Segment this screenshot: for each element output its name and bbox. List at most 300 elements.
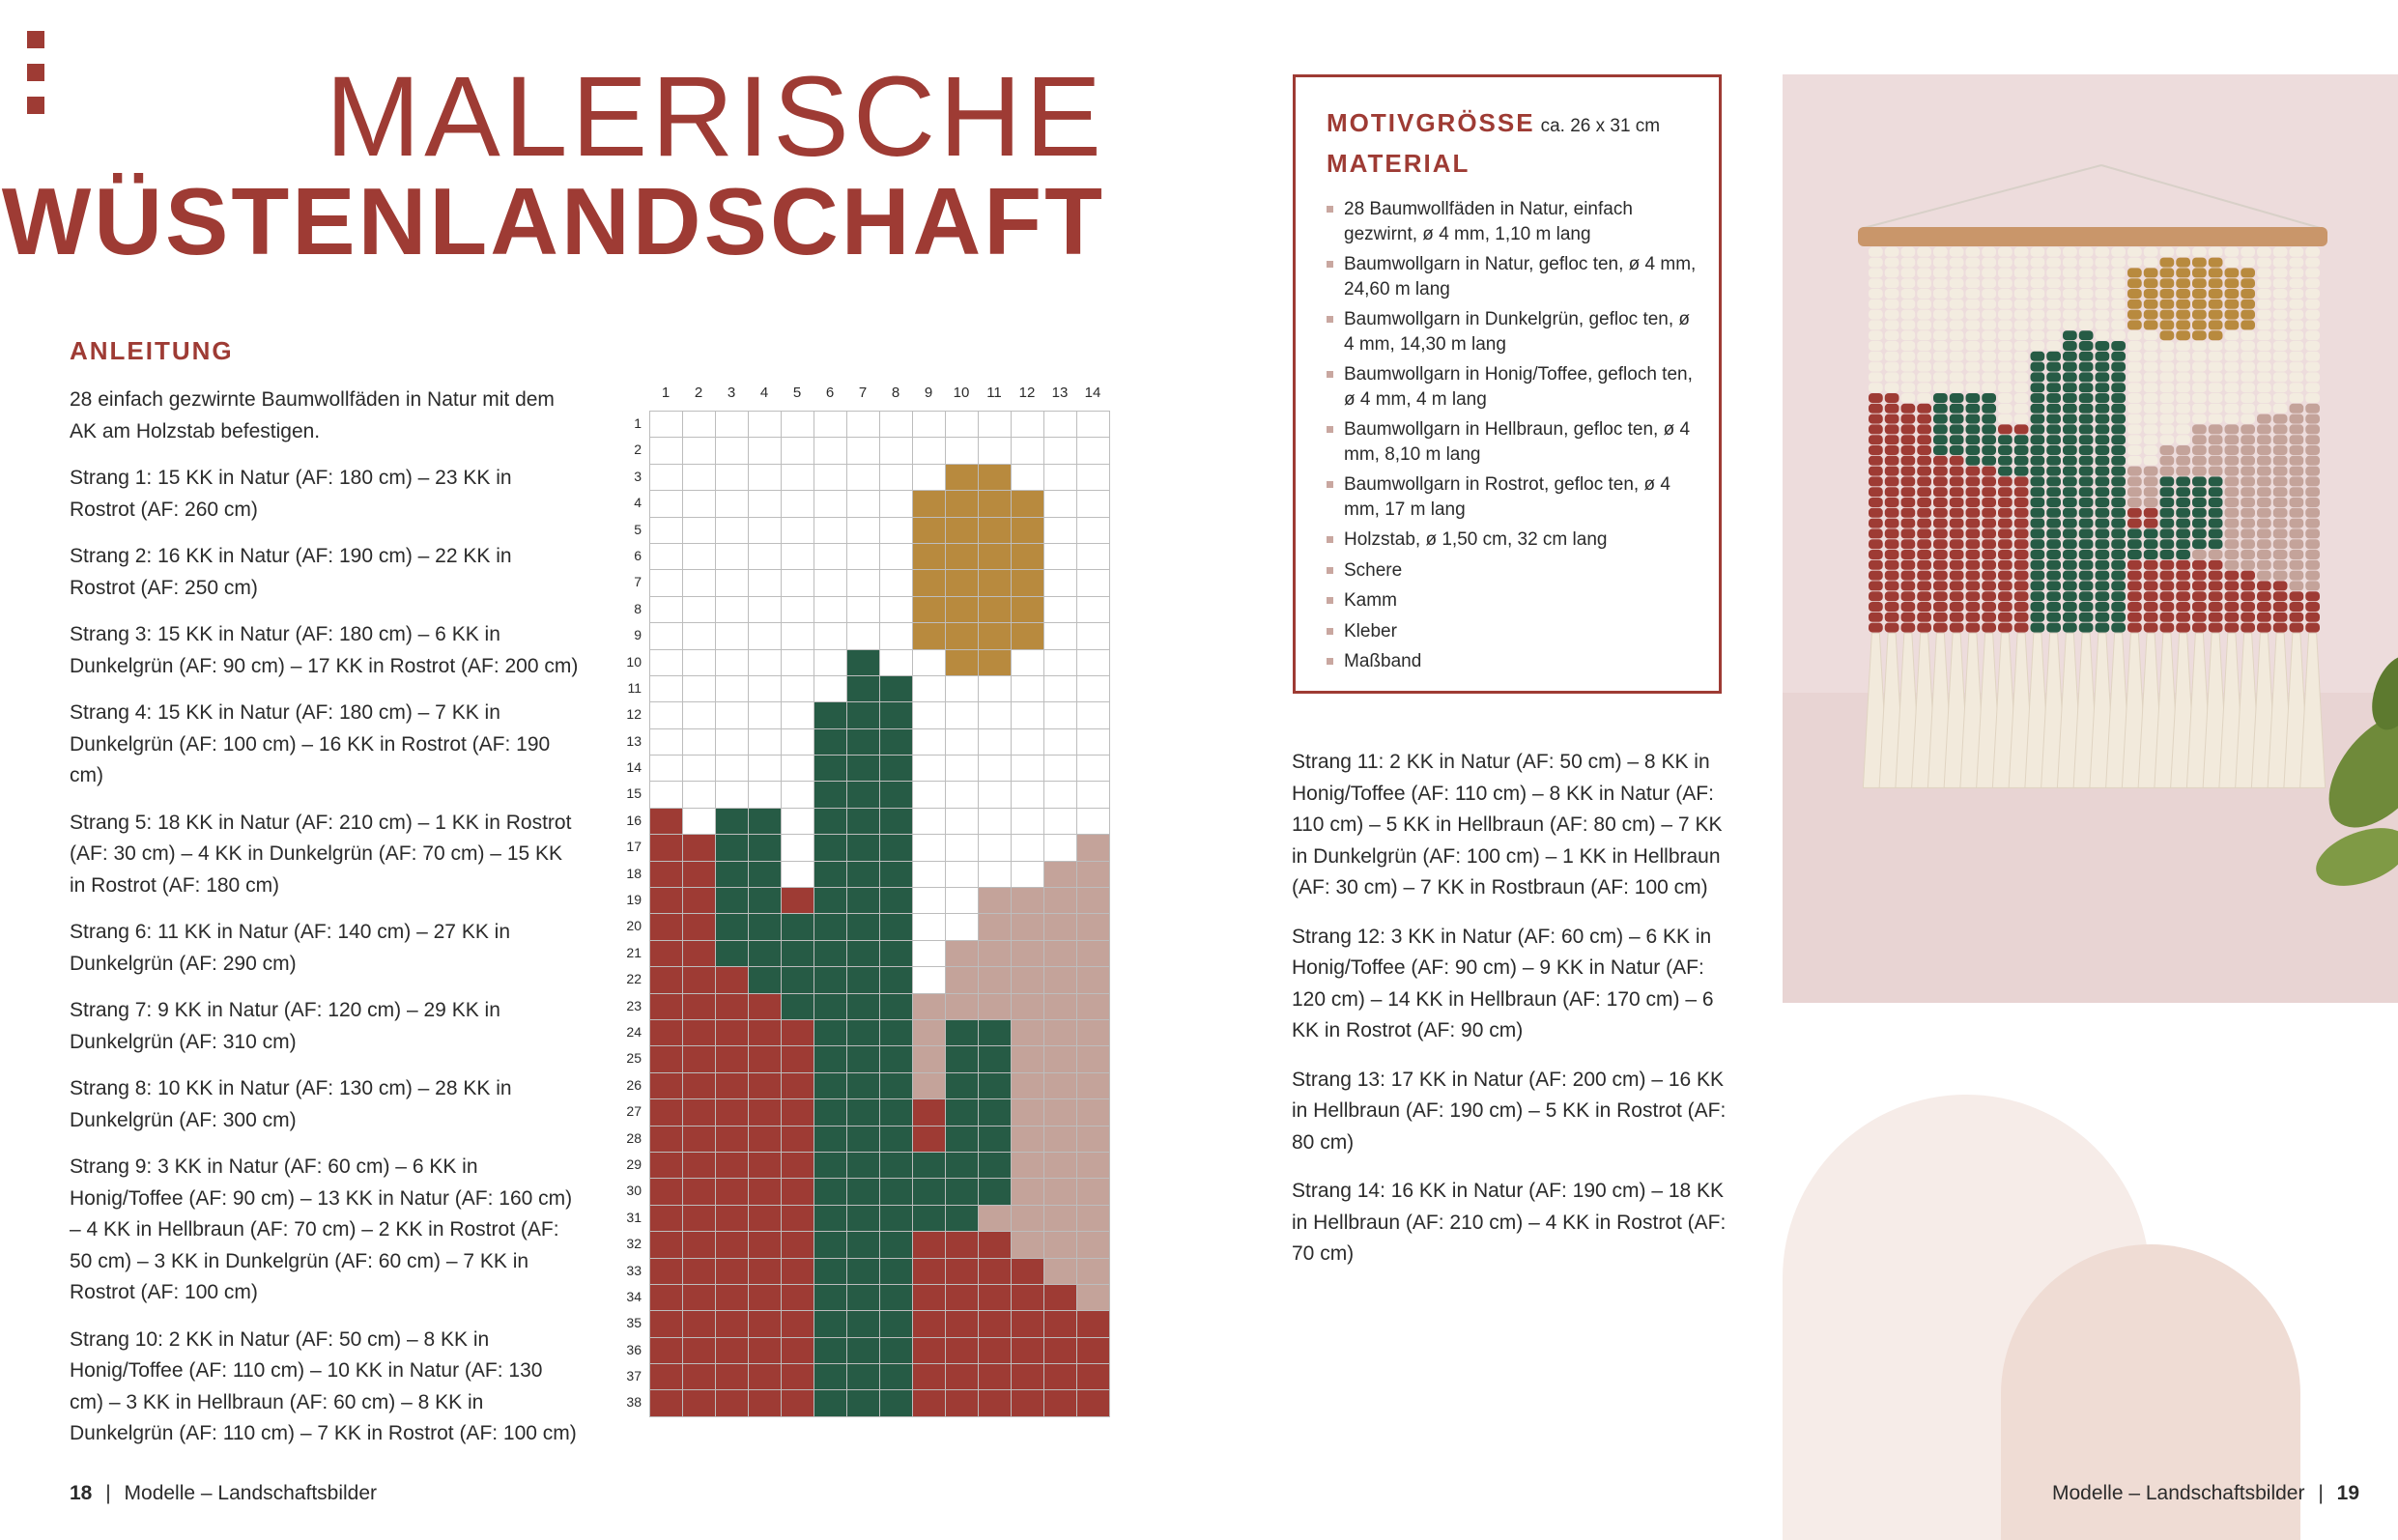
pattern-cell — [782, 1390, 814, 1416]
pattern-cell — [650, 1338, 683, 1364]
knot — [2290, 435, 2304, 444]
motif-size-value: ca. 26 x 31 cm — [1540, 116, 1661, 136]
pattern-cell — [946, 570, 979, 596]
knot — [2176, 487, 2190, 497]
knot — [2096, 352, 2110, 361]
knot — [2079, 414, 2094, 424]
knot — [2144, 372, 2158, 382]
knot — [1933, 581, 1948, 590]
knot — [2144, 424, 2158, 434]
strand-instruction — [70, 995, 582, 1058]
pattern-cell — [814, 412, 847, 438]
pattern-cell — [880, 1364, 913, 1390]
knot — [2127, 404, 2142, 414]
pattern-cell — [913, 650, 946, 676]
knot — [2305, 268, 2320, 277]
pattern-cell — [913, 1259, 946, 1285]
knot — [1901, 602, 1916, 612]
pattern-cell — [683, 491, 716, 517]
knot — [2046, 299, 2061, 309]
knot — [2014, 414, 2029, 424]
pattern-cell — [782, 1206, 814, 1232]
knot — [2144, 467, 2158, 476]
knot — [2290, 341, 2304, 351]
knot — [2209, 445, 2223, 455]
knot — [1966, 467, 1981, 476]
pattern-cell — [650, 702, 683, 728]
knot — [2225, 456, 2240, 466]
knot — [2225, 383, 2240, 392]
knot — [2225, 278, 2240, 288]
knot — [2176, 498, 2190, 507]
material-item — [1327, 252, 1698, 301]
pattern-cell — [913, 862, 946, 888]
pattern-cell — [847, 702, 880, 728]
bullet-icon — [1327, 597, 1333, 604]
strand-instruction — [70, 1325, 582, 1450]
pattern-cell — [1012, 1285, 1044, 1311]
knot — [2111, 414, 2126, 424]
knot — [2305, 602, 2320, 612]
knot — [2290, 289, 2304, 299]
knot — [2096, 247, 2110, 257]
pattern-cell — [650, 967, 683, 993]
pattern-cell — [814, 1390, 847, 1416]
pattern-cell — [1044, 1153, 1077, 1179]
knot — [1966, 571, 1981, 581]
pattern-cell — [749, 835, 782, 861]
knot — [2096, 435, 2110, 444]
pattern-cell — [1044, 438, 1077, 464]
pattern-cell — [749, 1046, 782, 1072]
knot — [2127, 424, 2142, 434]
knot — [2079, 550, 2094, 559]
knot — [2176, 602, 2190, 612]
pattern-cell — [749, 465, 782, 491]
row-number: 38 — [626, 1394, 642, 1411]
pattern-cell — [847, 1364, 880, 1390]
knot — [1885, 571, 1899, 581]
knot — [1998, 591, 2013, 601]
strand-text: 2 KK in Natur (AF: 50 cm) – 8 KK in Honig/Toffee (AF: 110 cm) – 10 KK in Natur (AF: 130 cm) – 3 KK in Hellbraun (AF: 60 cm) – 8 KK in Dunkelgrün (AF: 110 cm) – 7 KK in Rostrot (AF: 100 cm) — [70, 1327, 577, 1444]
pattern-cell — [847, 623, 880, 649]
pattern-cell — [716, 1285, 749, 1311]
knot — [2014, 362, 2029, 372]
knot — [2079, 591, 2094, 601]
knot — [2031, 247, 2045, 257]
pattern-cell — [683, 809, 716, 835]
knot — [2144, 539, 2158, 549]
knot — [1982, 372, 1996, 382]
knot — [2046, 393, 2061, 403]
knot — [2031, 539, 2045, 549]
pattern-cell — [1012, 835, 1044, 861]
pattern-cell — [880, 438, 913, 464]
page-title-line1: MALERISCHE — [325, 53, 1105, 181]
pattern-cell — [716, 1364, 749, 1390]
knot — [2290, 299, 2304, 309]
knot — [2273, 550, 2288, 559]
knot — [1869, 560, 1883, 570]
pattern-cell — [814, 835, 847, 861]
knot — [2241, 623, 2255, 633]
knot — [2192, 362, 2207, 372]
pattern-cell — [913, 835, 946, 861]
knot — [1869, 519, 1883, 528]
knot — [2063, 528, 2077, 538]
knot — [2192, 247, 2207, 257]
knot — [2111, 623, 2126, 633]
knot — [2273, 424, 2288, 434]
knot — [1966, 445, 1981, 455]
pattern-cell — [782, 1311, 814, 1337]
pattern-cell — [979, 1073, 1012, 1099]
knot — [1869, 508, 1883, 518]
knot — [2176, 591, 2190, 601]
pattern-cell — [913, 1179, 946, 1205]
pattern-cell — [782, 1364, 814, 1390]
pattern-cell — [716, 1259, 749, 1285]
material-item-text: Baumwollgarn in Rostrot, gefloc ten, ø 4 mm, 17 m lang — [1344, 474, 1670, 520]
knot — [2127, 310, 2142, 320]
knot — [1885, 310, 1899, 320]
knot — [2305, 247, 2320, 257]
pattern-cell — [716, 1179, 749, 1205]
pattern-cell — [683, 835, 716, 861]
knot — [2176, 393, 2190, 403]
knot — [1998, 268, 2013, 277]
knot — [1966, 383, 1981, 392]
material-item — [1327, 362, 1698, 412]
pattern-cell — [782, 1285, 814, 1311]
knot — [2257, 560, 2271, 570]
pattern-cell — [782, 1073, 814, 1099]
pattern-cell — [913, 570, 946, 596]
knot — [2063, 258, 2077, 268]
knot — [1966, 613, 1981, 622]
knot — [1998, 550, 2013, 559]
strand-text: 16 KK in Natur (AF: 190 cm) – 22 KK in Rostrot (AF: 250 cm) — [70, 545, 512, 599]
knot — [2127, 299, 2142, 309]
knot — [2111, 299, 2126, 309]
knot — [2257, 591, 2271, 601]
knot — [1966, 393, 1981, 403]
knot — [2096, 487, 2110, 497]
knot — [1998, 330, 2013, 340]
bullet-icon — [1327, 261, 1333, 268]
pattern-cell — [979, 1179, 1012, 1205]
knot — [2144, 289, 2158, 299]
pattern-cell — [1077, 1285, 1110, 1311]
pattern-cell — [814, 967, 847, 993]
knot — [2160, 289, 2175, 299]
knot — [2225, 414, 2240, 424]
knot — [2031, 613, 2045, 622]
pattern-cell — [979, 967, 1012, 993]
pattern-cell — [913, 465, 946, 491]
pattern-cell — [1044, 967, 1077, 993]
knot — [2192, 330, 2207, 340]
knot — [2290, 352, 2304, 361]
knot — [2257, 519, 2271, 528]
pattern-cell — [683, 650, 716, 676]
pattern-cell — [913, 702, 946, 728]
pattern-cell — [979, 914, 1012, 940]
knot — [1917, 320, 1931, 329]
knot — [2014, 383, 2029, 392]
knot — [2305, 539, 2320, 549]
knot — [1901, 299, 1916, 309]
knot — [2305, 476, 2320, 486]
knot — [1933, 550, 1948, 559]
knot — [1885, 467, 1899, 476]
footer-left — [70, 1482, 377, 1505]
pattern-cell — [880, 782, 913, 808]
knot — [2014, 476, 2029, 486]
knot — [1901, 278, 1916, 288]
knot — [2079, 519, 2094, 528]
pattern-cell — [913, 1020, 946, 1046]
knot — [2305, 467, 2320, 476]
pattern-cell — [946, 491, 979, 517]
knot — [2273, 519, 2288, 528]
knot — [1966, 519, 1981, 528]
knot — [2014, 341, 2029, 351]
knot — [2079, 571, 2094, 581]
knot — [2046, 289, 2061, 299]
knot — [1917, 623, 1931, 633]
knot — [2046, 404, 2061, 414]
pattern-cell — [946, 1153, 979, 1179]
knot — [2160, 613, 2175, 622]
knot — [2305, 623, 2320, 633]
knot — [2176, 268, 2190, 277]
knot — [2241, 268, 2255, 277]
pattern-cell — [847, 544, 880, 570]
pattern-cell — [683, 1206, 716, 1232]
pattern-cell — [716, 967, 749, 993]
knot — [1966, 591, 1981, 601]
knot — [2096, 424, 2110, 434]
knot — [2290, 498, 2304, 507]
knot — [2063, 362, 2077, 372]
pattern-cell — [880, 465, 913, 491]
pattern-cell — [650, 676, 683, 702]
knot — [1885, 498, 1899, 507]
pattern-cell — [880, 570, 913, 596]
knot — [1901, 330, 1916, 340]
pattern-cell — [716, 835, 749, 861]
knot — [2209, 581, 2223, 590]
pattern-cell — [782, 729, 814, 756]
pattern-cell — [1077, 1179, 1110, 1205]
knot — [2241, 613, 2255, 622]
knot — [2127, 539, 2142, 549]
pattern-cell — [880, 1126, 913, 1153]
pattern-cell — [1044, 941, 1077, 967]
row-number: 14 — [626, 759, 642, 776]
knot — [2160, 581, 2175, 590]
knot — [2273, 372, 2288, 382]
knot — [2160, 435, 2175, 444]
knot — [2209, 498, 2223, 507]
pattern-cell — [716, 570, 749, 596]
knot — [1933, 602, 1948, 612]
knot — [1982, 591, 1996, 601]
knot — [2305, 424, 2320, 434]
knot — [2144, 519, 2158, 528]
knot — [1950, 581, 1964, 590]
knot — [1982, 560, 1996, 570]
knot — [2257, 299, 2271, 309]
knot — [1885, 456, 1899, 466]
pattern-cell — [716, 888, 749, 914]
pattern-cell — [749, 1020, 782, 1046]
knot — [2176, 289, 2190, 299]
pattern-cell — [749, 650, 782, 676]
knot — [2079, 623, 2094, 633]
instructions-intro: 28 einfach gezwirnte Baumwollfäden in Natur mit dem AK am Holzstab befestigen. — [70, 388, 555, 442]
knot — [2079, 320, 2094, 329]
pattern-cell — [913, 994, 946, 1020]
knot — [2273, 404, 2288, 414]
knot — [2014, 393, 2029, 403]
knot — [2046, 539, 2061, 549]
knot — [2127, 519, 2142, 528]
knot — [1966, 581, 1981, 590]
knot — [2192, 320, 2207, 329]
knot — [2209, 258, 2223, 268]
knot — [2031, 404, 2045, 414]
column-numbers — [649, 385, 1109, 401]
knot — [2046, 467, 2061, 476]
knot — [1950, 456, 1964, 466]
pattern-cell — [1012, 1311, 1044, 1337]
pattern-cell — [650, 1311, 683, 1337]
strand-label: Strang 12: — [1292, 925, 1385, 948]
knot — [1901, 456, 1916, 466]
knot — [1933, 268, 1948, 277]
knot — [2273, 362, 2288, 372]
knot — [2160, 528, 2175, 538]
knot — [2127, 476, 2142, 486]
knot — [1966, 404, 1981, 414]
pattern-cell — [880, 1073, 913, 1099]
pattern-cell — [683, 782, 716, 808]
knot — [2014, 352, 2029, 361]
knot — [2257, 528, 2271, 538]
knot — [2046, 424, 2061, 434]
row-number: 8 — [634, 600, 642, 616]
pattern-cell — [946, 1232, 979, 1258]
pattern-cell — [913, 1206, 946, 1232]
knot — [2160, 487, 2175, 497]
pattern-cell — [880, 1099, 913, 1126]
knot — [2127, 571, 2142, 581]
knot — [2063, 560, 2077, 570]
knot — [2031, 435, 2045, 444]
row-number: 20 — [626, 918, 642, 934]
knot — [1982, 299, 1996, 309]
pattern-cell — [683, 1179, 716, 1205]
column-number: 4 — [759, 385, 769, 401]
pattern-cell — [847, 782, 880, 808]
knot — [1998, 299, 2013, 309]
knot — [1869, 581, 1883, 590]
knot — [2192, 498, 2207, 507]
pattern-cell — [1012, 465, 1044, 491]
pattern-cell — [1012, 1099, 1044, 1126]
wall-hanging-photo — [1783, 74, 2398, 1003]
knot — [1869, 278, 1883, 288]
knot — [2290, 467, 2304, 476]
pattern-cell — [650, 1153, 683, 1179]
knot — [2160, 352, 2175, 361]
knot — [1982, 602, 1996, 612]
knot — [2031, 372, 2045, 382]
knot — [1950, 341, 1964, 351]
pattern-cell — [1077, 1126, 1110, 1153]
knot — [2225, 404, 2240, 414]
pattern-cell — [749, 1126, 782, 1153]
pattern-cell — [1012, 1153, 1044, 1179]
knot — [1917, 445, 1931, 455]
row-number: 26 — [626, 1076, 642, 1093]
knot — [2046, 310, 2061, 320]
knot — [2273, 591, 2288, 601]
pattern-cell — [716, 676, 749, 702]
knot — [2031, 581, 2045, 590]
row-number: 1 — [634, 415, 642, 431]
knot — [2176, 581, 2190, 590]
knot — [2225, 289, 2240, 299]
knot — [2290, 393, 2304, 403]
knot — [2063, 435, 2077, 444]
pattern-cell — [1077, 888, 1110, 914]
pattern-cell — [979, 782, 1012, 808]
pattern-cell — [979, 570, 1012, 596]
knot — [1998, 539, 2013, 549]
knot — [1917, 268, 1931, 277]
wooden-rod — [1858, 227, 2327, 246]
knot — [1982, 519, 1996, 528]
pattern-cell — [1012, 1046, 1044, 1072]
knot — [1901, 528, 1916, 538]
pattern-cell — [814, 1099, 847, 1126]
strand-text: 15 KK in Natur (AF: 180 cm) – 23 KK in Rostrot (AF: 260 cm) — [70, 467, 512, 521]
knot — [1950, 528, 1964, 538]
pattern-cell — [749, 570, 782, 596]
row-number: 10 — [626, 653, 642, 670]
knot — [2305, 550, 2320, 559]
pattern-cell — [716, 412, 749, 438]
deco-square — [27, 97, 44, 114]
knot — [2176, 278, 2190, 288]
knot — [2063, 299, 2077, 309]
knot — [1869, 467, 1883, 476]
knot — [2209, 352, 2223, 361]
pattern-cell — [847, 1232, 880, 1258]
knot — [2096, 330, 2110, 340]
knot — [2127, 247, 2142, 257]
knot — [2241, 393, 2255, 403]
pattern-grid — [649, 411, 1110, 1417]
pattern-cell — [782, 597, 814, 623]
knot — [2273, 560, 2288, 570]
knot — [1917, 372, 1931, 382]
knot — [2273, 383, 2288, 392]
knot — [2063, 602, 2077, 612]
